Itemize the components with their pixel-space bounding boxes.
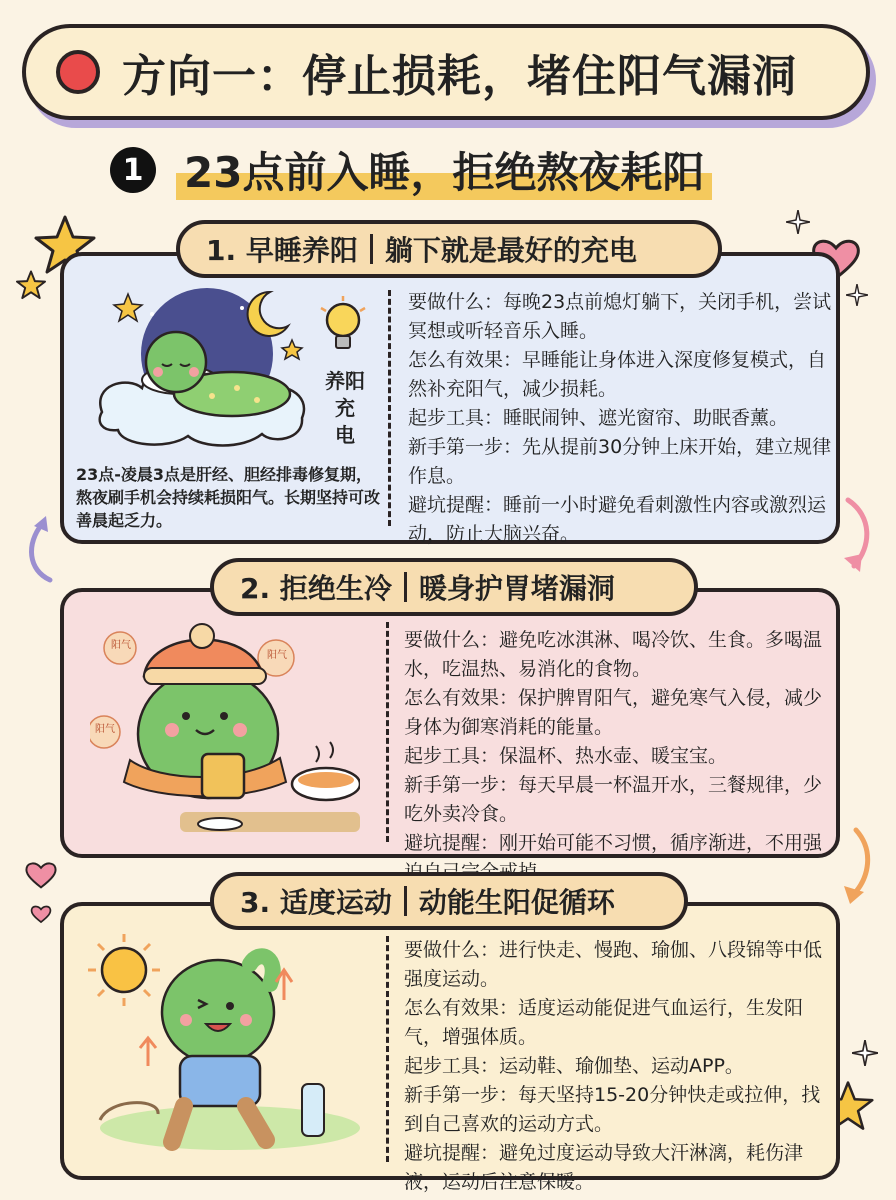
section-title-left: 3. 适度运动: [240, 886, 392, 919]
section-details-warm: [404, 626, 830, 887]
lightbulb-icon: [318, 296, 368, 360]
sparkle-icon: [846, 284, 868, 306]
detail-line: 新手第一步：先从提前30分钟上床开始，建立规律作息。: [408, 436, 832, 487]
section-title-right: 动能生阳促循环: [418, 886, 615, 919]
subtitle-text: 23点前入睡，拒绝熬夜耗阳: [176, 140, 712, 200]
section-title-left: 1. 早睡养阳: [206, 234, 358, 267]
yangqi-bubble-label: 阳气: [95, 724, 115, 735]
small-star-icon: [16, 270, 46, 300]
section-title-warm: [210, 558, 698, 616]
detail-line: 避坑提醒：刚开始可能不习惯，循序渐进，不用强: [404, 832, 823, 854]
heart-icon: [24, 860, 58, 890]
section-note: 23点-凌晨3点是肝经、胆经排毒修复期，熬夜刷手机会持续耗损阳气。长期坚持可改善晨起乏力。: [76, 465, 381, 530]
dashed-divider: [386, 936, 389, 1162]
detail-line: 避坑提醒：睡前一小时避免看刺激性内容或激烈运动，防止大脑兴奋。: [408, 494, 827, 545]
subtitle: [110, 140, 790, 200]
detail-line: 起步工具：睡眠闹钟、遮光窗帘、助眠香薰。: [408, 407, 789, 429]
yangqi-bubble-label: 阳气: [111, 640, 131, 651]
title-separator: [370, 234, 373, 264]
page-title: 方向一：停止损耗，堵住阳气漏洞: [122, 51, 797, 102]
sleeping-character-illustration: [92, 284, 320, 456]
detail-line: 怎么有效果：保护脾胃阳气，避免寒气入侵，减少身体为御寒消耗的能量。: [404, 687, 823, 738]
detail-line: 怎么有效果：适度运动能促进气血运行，生发阳气，增强体质。: [404, 997, 804, 1048]
detail-line: 新手第一步：每天早晨一杯温开水，三餐规律，少吃外卖冷食。: [404, 774, 823, 825]
detail-line: 起步工具：运动鞋、瑜伽垫、运动APP。: [404, 1055, 744, 1077]
section-title-exercise: [210, 872, 688, 930]
section-title-right: 躺下就是最好的充电: [384, 234, 637, 267]
yangqi-bubble-label: 阳气: [267, 650, 287, 661]
side-label-line: 电: [335, 423, 355, 447]
title-separator: [404, 572, 407, 602]
detail-line: 避坑提醒：避免过度运动导致大汗淋漓，耗伤津液，运动后注意保暖。: [404, 1142, 804, 1193]
sparkle-icon: [852, 1040, 878, 1066]
title-separator: [404, 886, 407, 916]
section-details-exercise: [404, 936, 830, 1197]
section-details-sleep: [408, 288, 832, 549]
red-dot-icon: [56, 50, 100, 94]
subtitle-number-badge: 1: [110, 147, 156, 193]
section-title-sleep: [176, 220, 722, 278]
curved-arrow-icon: [836, 826, 880, 906]
section-title-left: 2. 拒绝生冷: [240, 572, 392, 605]
side-label-line: 养阳: [325, 369, 365, 393]
side-label-line: 充: [335, 396, 355, 420]
detail-line: 起步工具：保温杯、热水壶、暖宝宝。: [404, 745, 728, 767]
detail-line: 要做什么：每晚23点前熄灯躺下，关闭手机，尝试冥想或听轻音乐入睡。: [408, 291, 832, 342]
dashed-divider: [388, 290, 391, 526]
dashed-divider: [386, 622, 389, 842]
detail-line: 要做什么：进行快走、慢跑、瑜伽、八段锦等中低强度运动。: [404, 939, 823, 990]
detail-line: 新手第一步：每天坚持15-20分钟快走或拉伸，找到自己喜欢的运动方式。: [404, 1084, 821, 1135]
section-title-right: 暖身护胃堵漏洞: [418, 572, 615, 605]
curved-arrow-icon: [20, 514, 60, 584]
header-banner: [22, 24, 870, 120]
detail-line: 怎么有效果：早睡能让身体进入深度修复模式，自然补充阳气，减少损耗。: [408, 349, 827, 400]
side-label: [320, 368, 370, 449]
sparkle-icon: [786, 210, 810, 234]
exercising-character-illustration: [80, 928, 370, 1160]
detail-line: 要做什么：避免吃冰淇淋、喝冷饮、生食。多喝温水，吃温热、易消化的食物。: [404, 629, 823, 680]
heart-icon: [30, 904, 52, 924]
